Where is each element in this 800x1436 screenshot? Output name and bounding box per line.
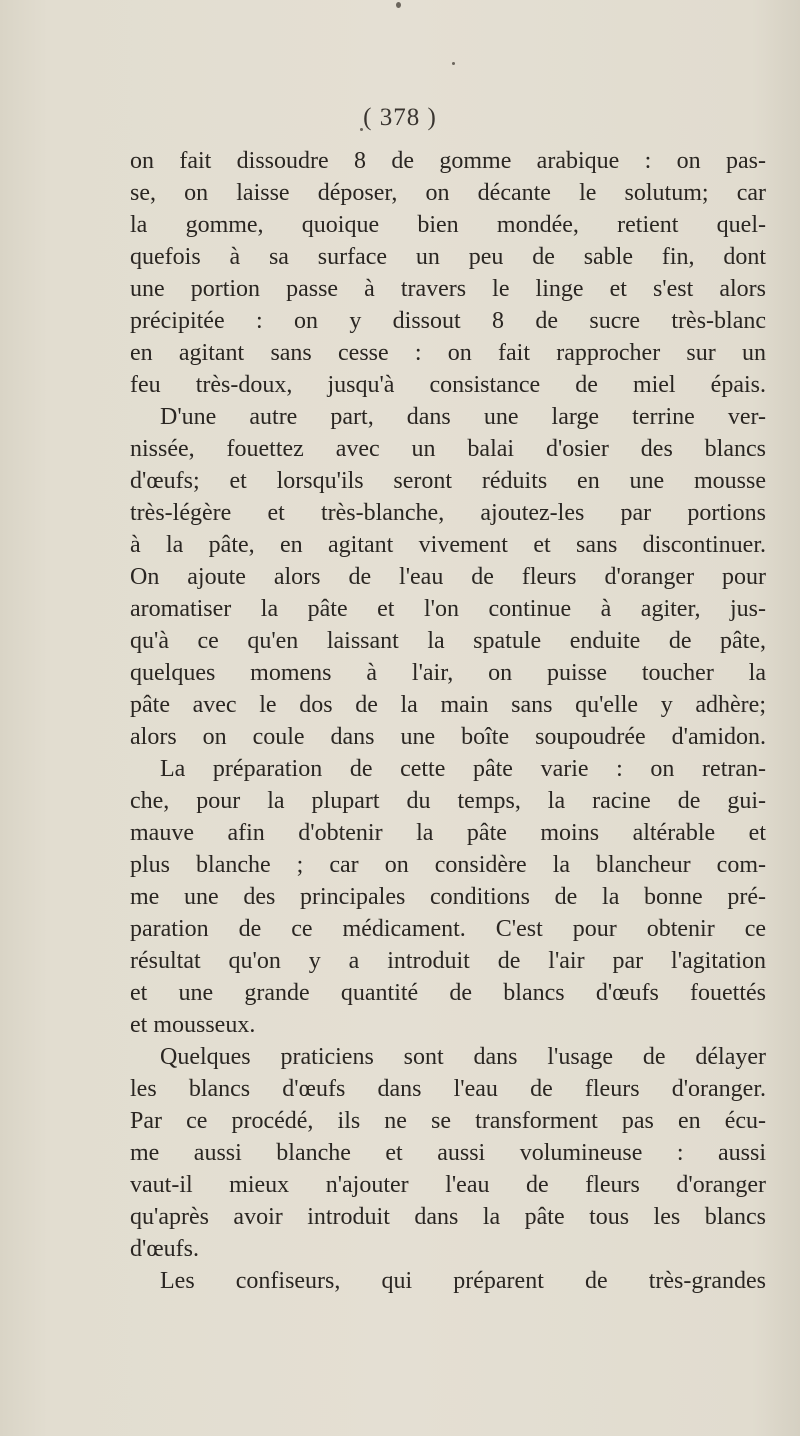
text-line: me aussi blanche et aussi volumineuse : aussi [130,1140,766,1166]
text-line: nissée, fouettez avec un balai d'osier des blancs [130,436,766,462]
text-line: quefois à sa surface un peu de sable fin, dont [130,244,766,270]
text-line: D'une autre part, dans une large terrine ver- [160,404,766,430]
text-line: me une des principales conditions de la bonne pré- [130,884,766,910]
body-text [130,145,766,1297]
text-line: La préparation de cette pâte varie : on retran- [160,756,766,782]
text-line: en agitant sans cesse : on fait rapprocher sur un [130,340,766,366]
text-line: feu très-doux, jusqu'à consistance de miel épais. [130,372,766,398]
text-line: Quelques praticiens sont dans l'usage de délayer [160,1044,766,1070]
text-line: précipitée : on y dissout 8 de sucre très-blanc [130,308,766,334]
text-line: aromatiser la pâte et l'on continue à agiter, jus- [130,596,766,622]
text-line: se, on laisse déposer, on décante le solutum; car [130,180,766,206]
text-line: plus blanche ; car on considère la blancheur com- [130,852,766,878]
text-line: à la pâte, en agitant vivement et sans discontinuer. [130,532,766,558]
text-line: qu'après avoir introduit dans la pâte tous les blancs [130,1204,766,1230]
ink-speck [396,2,401,8]
text-line: mauve afin d'obtenir la pâte moins altérable et [130,820,766,846]
text-line: Par ce procédé, ils ne se transforment pas en écu- [130,1108,766,1134]
text-line: vaut-il mieux n'ajouter l'eau de fleurs d'oranger [130,1172,766,1198]
text-line: une portion passe à travers le linge et s'est alors [130,276,766,302]
text-line: quelques momens à l'air, on puisse toucher la [130,660,766,686]
ink-speck [452,62,455,65]
text-line: résultat qu'on y a introduit de l'air par l'agitation [130,948,766,974]
text-line: qu'à ce qu'en laissant la spatule enduite de pâte, [130,628,766,654]
text-line: pâte avec le dos de la main sans qu'elle y adhère; [130,692,766,718]
text-line: d'œufs; et lorsqu'ils seront réduits en une mousse [130,468,766,494]
text-line: et mousseux. [130,1012,256,1038]
page-number: ( 378 ) [363,104,437,131]
text-line: d'œufs. [130,1236,199,1262]
text-line: alors on coule dans une boîte soupoudrée d'amidon. [130,724,766,750]
text-line: che, pour la plupart du temps, la racine de gui- [130,788,766,814]
text-line: Les confiseurs, qui préparent de très-grandes [160,1268,766,1294]
text-line: On ajoute alors de l'eau de fleurs d'oranger pour [130,564,766,590]
text-line: très-légère et très-blanche, ajoutez-les par portions [130,500,766,526]
text-line: la gomme, quoique bien mondée, retient quel- [130,212,766,238]
text-line: les blancs d'œufs dans l'eau de fleurs d'oranger. [130,1076,766,1102]
text-line: paration de ce médicament. C'est pour obtenir ce [130,916,766,942]
text-line: on fait dissoudre 8 de gomme arabique : on pas- [130,148,766,174]
text-line: et une grande quantité de blancs d'œufs fouettés [130,980,766,1006]
